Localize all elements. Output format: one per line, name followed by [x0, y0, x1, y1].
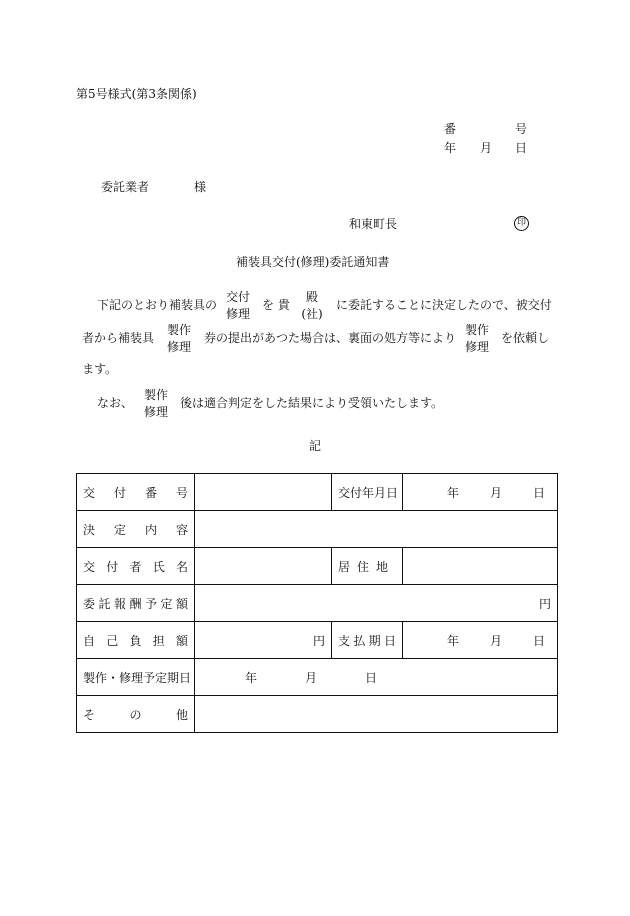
date-month: 月: [480, 141, 493, 155]
body-text: なお、: [97, 396, 134, 410]
body-text: ます。: [82, 362, 118, 376]
payment-date-label: 支払期日: [332, 622, 403, 659]
table-row: [77, 659, 558, 696]
ki-heading: 記: [309, 439, 322, 453]
addressee-label: 委託業者: [101, 180, 150, 194]
other-field[interactable]: [195, 696, 558, 733]
body-text: を 貴: [262, 298, 290, 312]
fee-label: 委託報酬予定額: [77, 585, 195, 622]
option-stack: 交付 修理: [225, 290, 250, 321]
document-title: 補装具交付(修理)委託通知書: [236, 255, 390, 269]
address-field[interactable]: [403, 548, 558, 585]
date-day: 日: [515, 141, 528, 155]
issue-date-field[interactable]: 年 月 日: [403, 474, 558, 511]
number-kanji: 番: [444, 122, 457, 136]
table-row: [77, 511, 558, 548]
body-text: 券の提出があつた場合は、裏面の処方等により: [204, 331, 457, 345]
option-stack: 製作 修理: [464, 323, 489, 354]
table-row: [77, 548, 558, 585]
number-suffix: 号: [515, 122, 528, 136]
date-year: 年: [444, 141, 457, 155]
option-stack: 製作 修理: [166, 323, 191, 354]
payment-date-field[interactable]: 年 月 日: [403, 622, 558, 659]
fee-field[interactable]: 円: [195, 585, 558, 622]
decision-field[interactable]: [195, 511, 558, 548]
recipient-name-field[interactable]: [195, 548, 332, 585]
body-text: 下記のとおり補装具の: [97, 298, 218, 312]
scheduled-date-label: 製作・修理予定期日: [77, 659, 195, 696]
address-label: 居住地: [332, 548, 403, 585]
issue-number-label: 交付番号: [77, 474, 195, 511]
sender-name: 和東町長: [349, 217, 398, 231]
issue-number-field[interactable]: [195, 474, 332, 511]
body-text: 者から補装具: [82, 331, 155, 345]
self-pay-field[interactable]: 円: [195, 622, 332, 659]
option-stack: 製作 修理: [143, 388, 168, 419]
self-pay-label: 自己負担額: [77, 622, 195, 659]
table-row: [77, 696, 558, 733]
recipient-name-label: 交付者氏名: [77, 548, 195, 585]
body-text: 後は適合判定をした結果により受領いたします。: [180, 396, 444, 410]
body-text: を依頼し: [501, 331, 550, 345]
issue-date-label: 交付年月日: [332, 474, 403, 511]
decision-label: 決定内容: [77, 511, 195, 548]
table-row: [77, 474, 558, 511]
details-table: [76, 473, 558, 733]
form-number: 第5号様式(第3条関係): [76, 87, 197, 101]
addressee-honorific: 様: [194, 180, 207, 194]
option-stack: 殿 (社): [301, 290, 323, 321]
table-row: [77, 622, 558, 659]
seal-mark: 印: [514, 216, 529, 231]
scheduled-date-field[interactable]: 年 月 日: [195, 659, 558, 696]
table-row: [77, 585, 558, 622]
body-text: に委託することに決定したので、被交付: [336, 298, 552, 312]
other-label: その他: [77, 696, 195, 733]
